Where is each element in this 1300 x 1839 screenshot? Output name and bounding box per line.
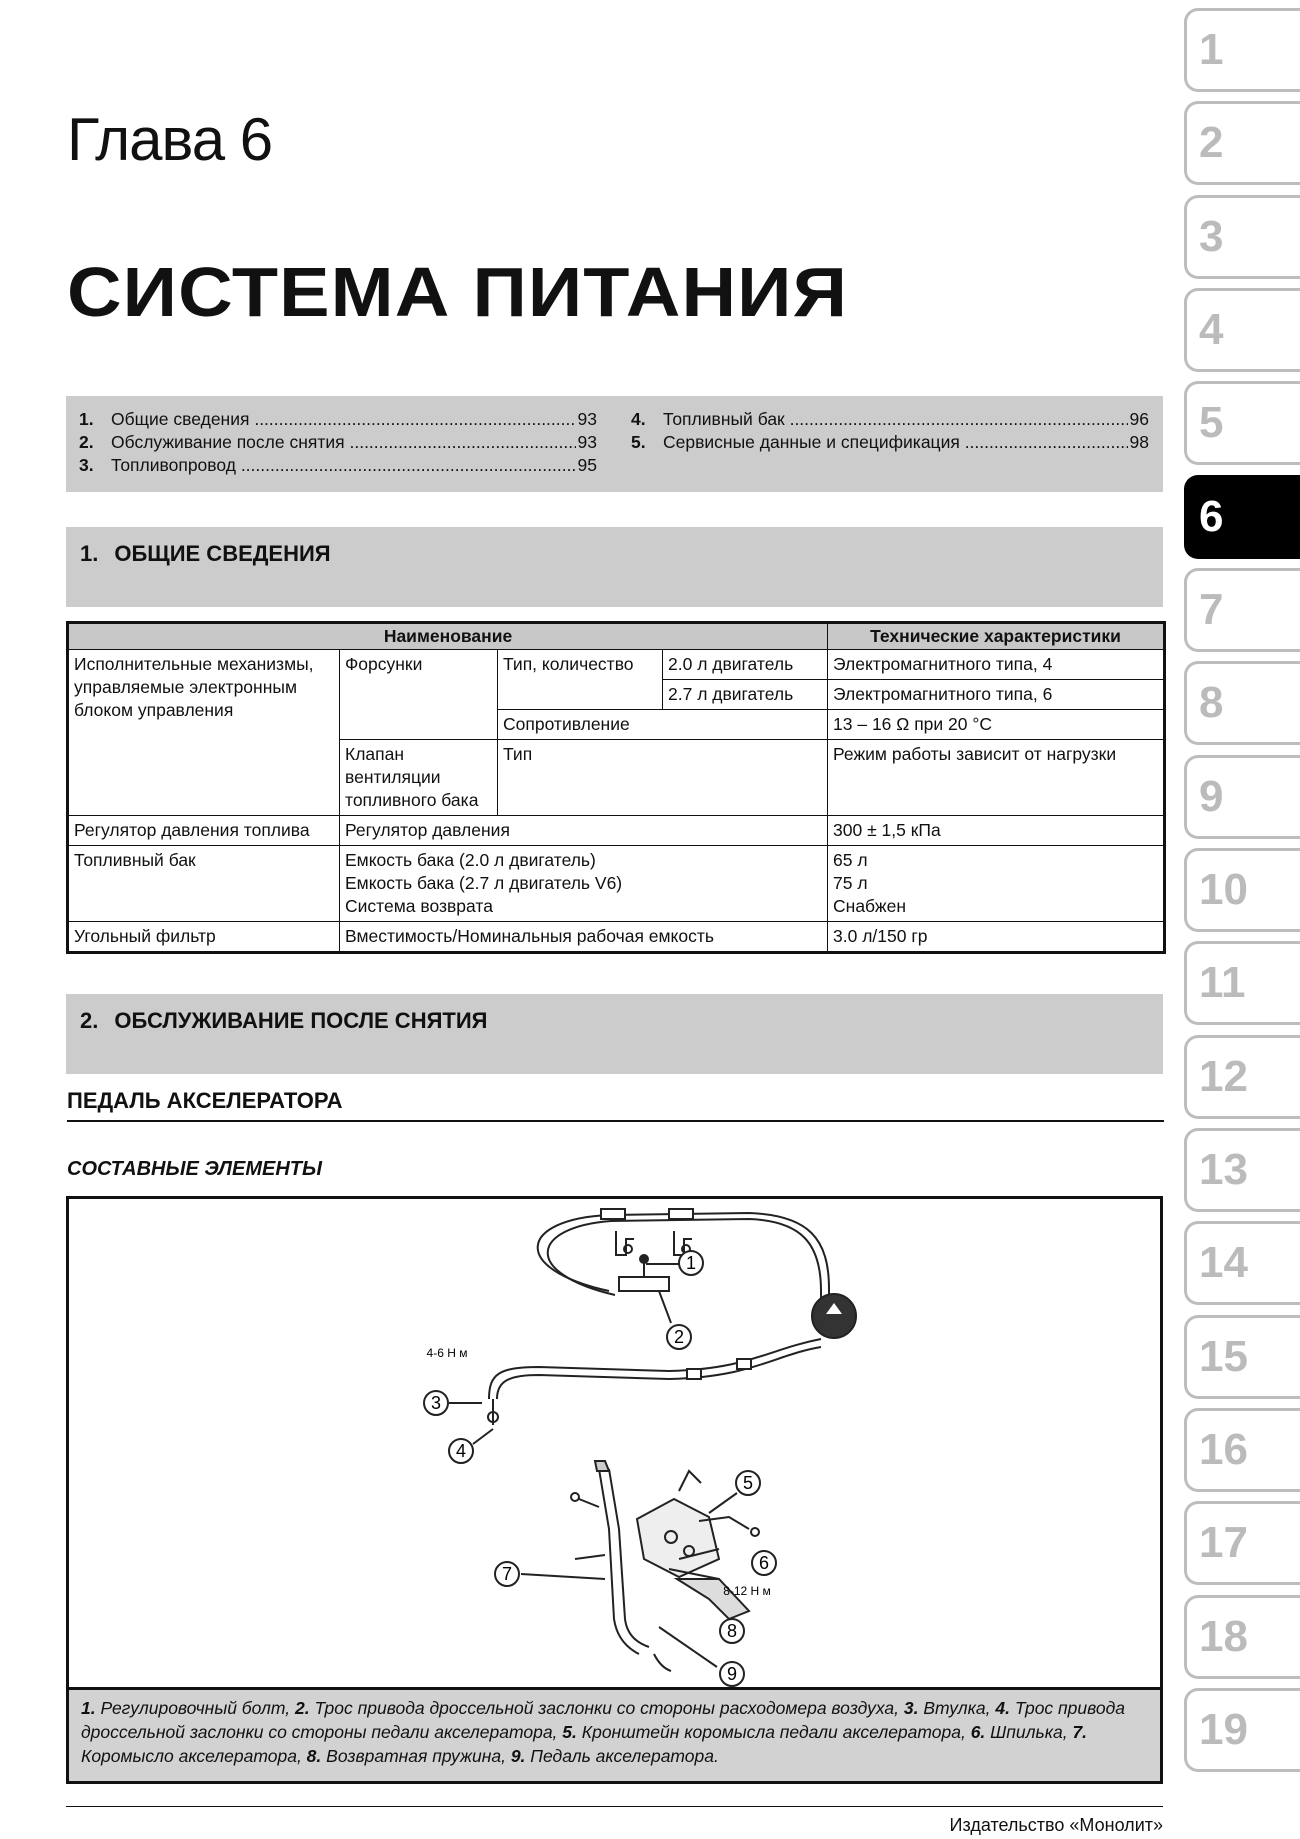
accelerator-pedal-drawing bbox=[69, 1199, 1160, 1687]
caption-text: Кронштейн коромысла педали акселератора, bbox=[576, 1722, 971, 1742]
section-title: ОБСЛУЖИВАНИЕ ПОСЛЕ СНЯТИЯ bbox=[114, 1008, 488, 1033]
caption-text: Трос привода дроссельной заслонки со стороны педали акселератора, bbox=[81, 1698, 1126, 1742]
callout-7 bbox=[495, 1562, 519, 1586]
table-cell: Электромагнитного типа, 6 bbox=[828, 680, 1165, 710]
caption-num: 4. bbox=[995, 1698, 1010, 1718]
tab-label: 13 bbox=[1199, 1145, 1248, 1194]
table-cell: Регулятор давления топлива bbox=[68, 816, 340, 846]
chapter-tab-7[interactable] bbox=[1184, 568, 1300, 652]
torque-label-1: 4-6 Н м bbox=[426, 1346, 468, 1360]
table-cell: Угольный фильтр bbox=[68, 922, 340, 953]
toc-item[interactable] bbox=[631, 431, 1149, 454]
tab-label: 8 bbox=[1199, 678, 1224, 727]
subheading: ПЕДАЛЬ АКСЕЛЕРАТОРА bbox=[67, 1088, 1164, 1122]
toc-page: 96 bbox=[1129, 409, 1149, 429]
toc-label: Обслуживание после снятия bbox=[111, 432, 345, 452]
chapter-tab-10[interactable] bbox=[1184, 848, 1300, 932]
caption-num: 1. bbox=[81, 1698, 96, 1718]
tab-label: 3 bbox=[1199, 212, 1224, 261]
toc-item[interactable] bbox=[79, 454, 597, 477]
svg-text:4: 4 bbox=[455, 1441, 467, 1461]
table-cell: Клапан вентиляции топливного бака bbox=[340, 740, 498, 816]
toc-label: Топливопровод bbox=[111, 455, 236, 475]
svg-text:1: 1 bbox=[685, 1253, 697, 1273]
callout-8 bbox=[720, 1619, 744, 1643]
chapter-tabs bbox=[1180, 0, 1300, 1839]
toc-label: Топливный бак bbox=[663, 409, 785, 429]
caption-text: Регулировочный болт, bbox=[95, 1698, 295, 1718]
table-line: Емкость бака (2.0 л двигатель) bbox=[345, 850, 596, 870]
tab-label: 18 bbox=[1199, 1612, 1248, 1661]
tab-label: 12 bbox=[1199, 1052, 1248, 1101]
tab-label: 5 bbox=[1199, 398, 1224, 447]
callout-1 bbox=[679, 1251, 703, 1275]
toc-num: 3. bbox=[79, 455, 94, 475]
tab-label: 4 bbox=[1199, 305, 1224, 354]
table-line: Емкость бака (2.7 л двигатель V6) bbox=[345, 873, 623, 893]
svg-text:6: 6 bbox=[758, 1553, 770, 1573]
contents-left-column bbox=[79, 408, 597, 477]
contents-box bbox=[66, 396, 1163, 492]
svg-text:5: 5 bbox=[742, 1473, 754, 1493]
caption-num: 5. bbox=[562, 1722, 577, 1742]
chapter-tab-3[interactable] bbox=[1184, 195, 1300, 279]
tab-label: 9 bbox=[1199, 772, 1224, 821]
table-header-spec: Технические характеристики bbox=[828, 623, 1165, 650]
table-cell: 300 ± 1,5 кПа bbox=[828, 816, 1165, 846]
toc-num: 5. bbox=[631, 432, 646, 452]
callout-6 bbox=[752, 1551, 776, 1575]
tab-label: 17 bbox=[1199, 1518, 1248, 1567]
chapter-tab-1[interactable] bbox=[1184, 8, 1300, 92]
tab-label: 10 bbox=[1199, 865, 1248, 914]
table-cell: Исполнительные механизмы, управляемые электронным блоком управления bbox=[68, 650, 340, 816]
chapter-tab-6[interactable] bbox=[1184, 475, 1300, 559]
figure-caption bbox=[66, 1690, 1163, 1784]
spec-table bbox=[66, 621, 1166, 954]
toc-item[interactable] bbox=[79, 431, 597, 454]
svg-text:8: 8 bbox=[726, 1621, 738, 1641]
tab-label: 11 bbox=[1199, 958, 1246, 1007]
toc-label: Общие сведения bbox=[111, 409, 250, 429]
table-cell bbox=[828, 846, 1165, 922]
callout-5 bbox=[736, 1471, 760, 1495]
caption-text: Шпилька, bbox=[985, 1722, 1073, 1742]
table-line: 65 л bbox=[833, 850, 868, 870]
table-cell: 13 – 16 Ω при 20 °C bbox=[828, 710, 1165, 740]
table-cell: Режим работы зависит от нагрузки bbox=[828, 740, 1165, 816]
toc-page: 93 bbox=[577, 409, 597, 429]
tab-label: 19 bbox=[1199, 1705, 1248, 1754]
sub-subheading: СОСТАВНЫЕ ЭЛЕМЕНТЫ bbox=[67, 1158, 322, 1180]
exploded-diagram bbox=[66, 1196, 1163, 1690]
chapter-tab-15[interactable] bbox=[1184, 1315, 1300, 1399]
chapter-tab-14[interactable] bbox=[1184, 1221, 1300, 1305]
table-line: 75 л bbox=[833, 873, 868, 893]
chapter-tab-19[interactable] bbox=[1184, 1688, 1300, 1772]
table-cell: 2.7 л двигатель bbox=[663, 680, 828, 710]
caption-text: Педаль акселератора. bbox=[525, 1746, 719, 1766]
table-cell bbox=[340, 846, 828, 922]
chapter-tab-11[interactable] bbox=[1184, 941, 1300, 1025]
toc-num: 1. bbox=[79, 409, 94, 429]
toc-num: 4. bbox=[631, 409, 646, 429]
toc-item[interactable] bbox=[79, 408, 597, 431]
tab-label: 14 bbox=[1199, 1238, 1248, 1287]
svg-text:7: 7 bbox=[501, 1564, 513, 1584]
svg-text:3: 3 bbox=[430, 1393, 442, 1413]
chapter-tab-5[interactable] bbox=[1184, 381, 1300, 465]
contents-right-column bbox=[631, 408, 1149, 454]
tab-label: 1 bbox=[1199, 25, 1224, 74]
tab-label: 16 bbox=[1199, 1425, 1248, 1474]
table-cell: 2.0 л двигатель bbox=[663, 650, 828, 680]
svg-text:2: 2 bbox=[673, 1327, 685, 1347]
toc-page: 95 bbox=[577, 455, 597, 475]
chapter-tab-16[interactable] bbox=[1184, 1408, 1300, 1492]
table-cell: Электромагнитного типа, 4 bbox=[828, 650, 1165, 680]
tab-label: 15 bbox=[1199, 1332, 1248, 1381]
torque-label-2: 8-12 Н м bbox=[723, 1584, 771, 1598]
chapter-tab-18[interactable] bbox=[1184, 1595, 1300, 1679]
footer-divider bbox=[66, 1806, 1163, 1807]
caption-text: Втулка, bbox=[918, 1698, 996, 1718]
caption-text: Возвратная пружина, bbox=[321, 1746, 511, 1766]
table-line: Система возврата bbox=[345, 896, 493, 916]
toc-page: 98 bbox=[1129, 432, 1149, 452]
tab-label: 2 bbox=[1199, 118, 1224, 167]
table-cell: Регулятор давления bbox=[340, 816, 828, 846]
chapter-tab-8[interactable] bbox=[1184, 661, 1300, 745]
chapter-tab-4[interactable] bbox=[1184, 288, 1300, 372]
page-title: СИСТЕМА ПИТАНИЯ bbox=[67, 253, 848, 331]
section-number: 2. bbox=[80, 1008, 99, 1033]
caption-num: 6. bbox=[970, 1722, 986, 1742]
chapter-tab-17[interactable] bbox=[1184, 1501, 1300, 1585]
table-line: Снабжен bbox=[833, 896, 906, 916]
section-number: 1. bbox=[80, 541, 99, 566]
chapter-tab-13[interactable] bbox=[1184, 1128, 1300, 1212]
table-cell: Вместимость/Номинальныя рабочая емкость bbox=[340, 922, 828, 953]
caption-num: 9. bbox=[510, 1746, 526, 1766]
publisher-footer: Издательство «Монолит» bbox=[949, 1815, 1163, 1835]
callout-3 bbox=[424, 1391, 448, 1415]
chapter-tab-9[interactable] bbox=[1184, 755, 1300, 839]
callout-9 bbox=[720, 1662, 744, 1686]
chapter-label: Глава 6 bbox=[67, 106, 273, 173]
chapter-tab-12[interactable] bbox=[1184, 1035, 1300, 1119]
section-title: ОБЩИЕ СВЕДЕНИЯ bbox=[114, 541, 331, 566]
toc-num: 2. bbox=[79, 432, 94, 452]
caption-num: 8. bbox=[306, 1746, 322, 1766]
tab-label: 7 bbox=[1199, 585, 1224, 634]
caption-text: Коромысло акселератора, bbox=[81, 1746, 307, 1766]
toc-page: 93 bbox=[577, 432, 597, 452]
table-cell: Сопротивление bbox=[498, 710, 828, 740]
table-header-name: Наименование bbox=[68, 623, 828, 650]
caption-num: 2. bbox=[294, 1698, 310, 1718]
table-cell: Тип, количество bbox=[498, 650, 663, 710]
svg-text:9: 9 bbox=[726, 1664, 738, 1684]
section-1-header bbox=[66, 527, 1163, 607]
callout-2 bbox=[667, 1325, 691, 1349]
table-cell: 3.0 л/150 гр bbox=[828, 922, 1165, 953]
tab-label: 6 bbox=[1199, 492, 1224, 541]
callout-4 bbox=[449, 1439, 473, 1463]
toc-item[interactable] bbox=[631, 408, 1149, 431]
table-cell: Топливный бак bbox=[68, 846, 340, 922]
table-cell: Тип bbox=[498, 740, 828, 816]
caption-text: Трос привода дроссельной заслонки со стороны расходомера воздуха, bbox=[309, 1698, 904, 1718]
caption-num: 3. bbox=[903, 1698, 919, 1718]
chapter-tab-2[interactable] bbox=[1184, 101, 1300, 185]
toc-label: Сервисные данные и спецификация bbox=[663, 432, 960, 452]
section-2-header bbox=[66, 994, 1163, 1074]
caption-num: 7. bbox=[1072, 1722, 1088, 1742]
table-cell: Форсунки bbox=[340, 650, 498, 740]
